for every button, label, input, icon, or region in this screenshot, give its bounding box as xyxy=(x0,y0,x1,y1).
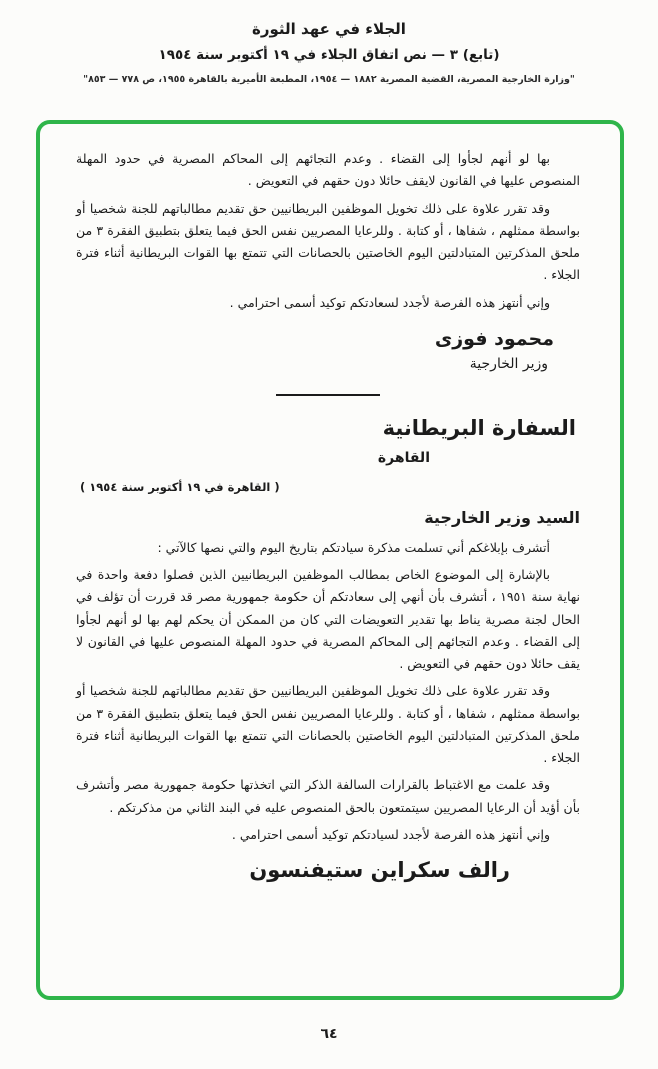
letter-embassy xyxy=(76,416,580,882)
source-note: "وزارة الخارجية المصرية، القضية المصرية ١٨٨٢ — ١٩٥٤، المطبعة الأميرية بالقاهرة ١٩٥٥، ص ٧٧٨ — ٨٥٣" xyxy=(83,74,575,85)
page-header xyxy=(0,0,658,85)
signature-name: محمود فوزى xyxy=(434,327,554,350)
header-subtitle: (تابع) ٣ — نص اتفاق الجلاء في ١٩ أكتوبر سنة ١٩٥٤ xyxy=(158,47,500,63)
section-divider xyxy=(276,394,380,396)
signature-name: رالف سكراين ستيفنسون xyxy=(249,858,510,882)
page-title: الجلاء في عهد الثورة xyxy=(252,20,406,38)
paragraph: بها لو أنهم لجأوا إلى القضاء . وعدم التجائهم إلى المحاكم المصرية في حدود المهلة المنصوص عليها في القانون لايقف حائلا دون حقهم في التعويض . xyxy=(76,151,580,189)
paragraph: وقد تقرر علاوة على ذلك تخويل الموظفين البريطانيين حق تقديم مطالباتهم للجنة شخصيا أو بواسطة ممثلهم ، شفاها ، أو كتابة . وللرعايا المصريين نفس الحق فيما يتعلق بتطبيق الفقرة ٣ من ملحق المذكرتين المتبادلتين اليوم الخاصتين بالحصانات التي تتمتع بها القوات البريطانية أثناء فترة الجلاء . xyxy=(76,200,581,283)
paragraph: وقد تقرر علاوة على ذلك تخويل الموظفين البريطانيين حق تقديم مطالباتهم للجنة شخصيا أو بواسطة ممثلهم ، شفاها ، أو كتابة . وللرعايا المصريين نفس الحق فيما يتعلق بتطبيق الفقرة ٣ من ملحق المذكرتين المتبادلتين اليوم الخاصتين بالحصانات التي تتمتع بها القوات البريطانية أثناء فترة الجلاء . xyxy=(76,683,581,765)
letter-minister xyxy=(76,148,580,372)
salutation: السيد وزير الخارجية xyxy=(424,507,580,527)
signature-block xyxy=(76,328,554,372)
embassy-heading: السفارة البريطانية xyxy=(382,415,576,440)
signature-block xyxy=(76,858,510,882)
paragraph: أتشرف بإبلاغكم أني تسلمت مذكرة سيادتكم بتاريخ اليوم والتي نصها كالآتي : xyxy=(157,539,550,555)
city-heading: القاهرة xyxy=(377,449,430,466)
signature-title: وزير الخارجية xyxy=(469,355,548,372)
paragraph: وقد علمت مع الاغتباط بالقرارات السالفة الذكر التي اتخذتها حكومة جمهورية مصر وأتشرف بأن أؤيد أن الرعايا المصريين سيتمتعون بالحق المنصوص عليه في البند الثاني من مذكرتكم . xyxy=(76,777,580,815)
paragraph: وإني أنتهز هذه الفرصة لأجدد لسعادتكم توكيد أسمى احترامي . xyxy=(229,294,550,310)
date-line: ( القاهرة في ١٩ أكتوبر سنة ١٩٥٤ ) xyxy=(80,479,280,494)
paragraph: وإني أنتهز هذه الفرصة لأجدد لسيادتكم توكيد أسمى احترامي . xyxy=(231,826,550,842)
document-frame xyxy=(36,120,624,1000)
paragraph: بالإشارة إلى الموضوع الخاص بمطالب الموظفين البريطانيين الذين فصلوا دفعة واحدة في نهاية سنة ١٩٥١ ، أتشرف بأن أنهي إلى سعادتكم أن حكومة جمهورية مصر قد قررت أن تؤلف في الحال لجنة مصرية يناط بها تقدير التعويضات التي كان من الممكن أن يحكم لهم بها لو أنهم لجأوا إلى القضاء . وعدم التجائهم إلى المحاكم المصرية في حدود المهلة المنصوص عليها في القانون لا يقف حائلا دون حقهم في التعويض . xyxy=(76,567,580,671)
page-number: ٦٤ xyxy=(320,1026,338,1042)
